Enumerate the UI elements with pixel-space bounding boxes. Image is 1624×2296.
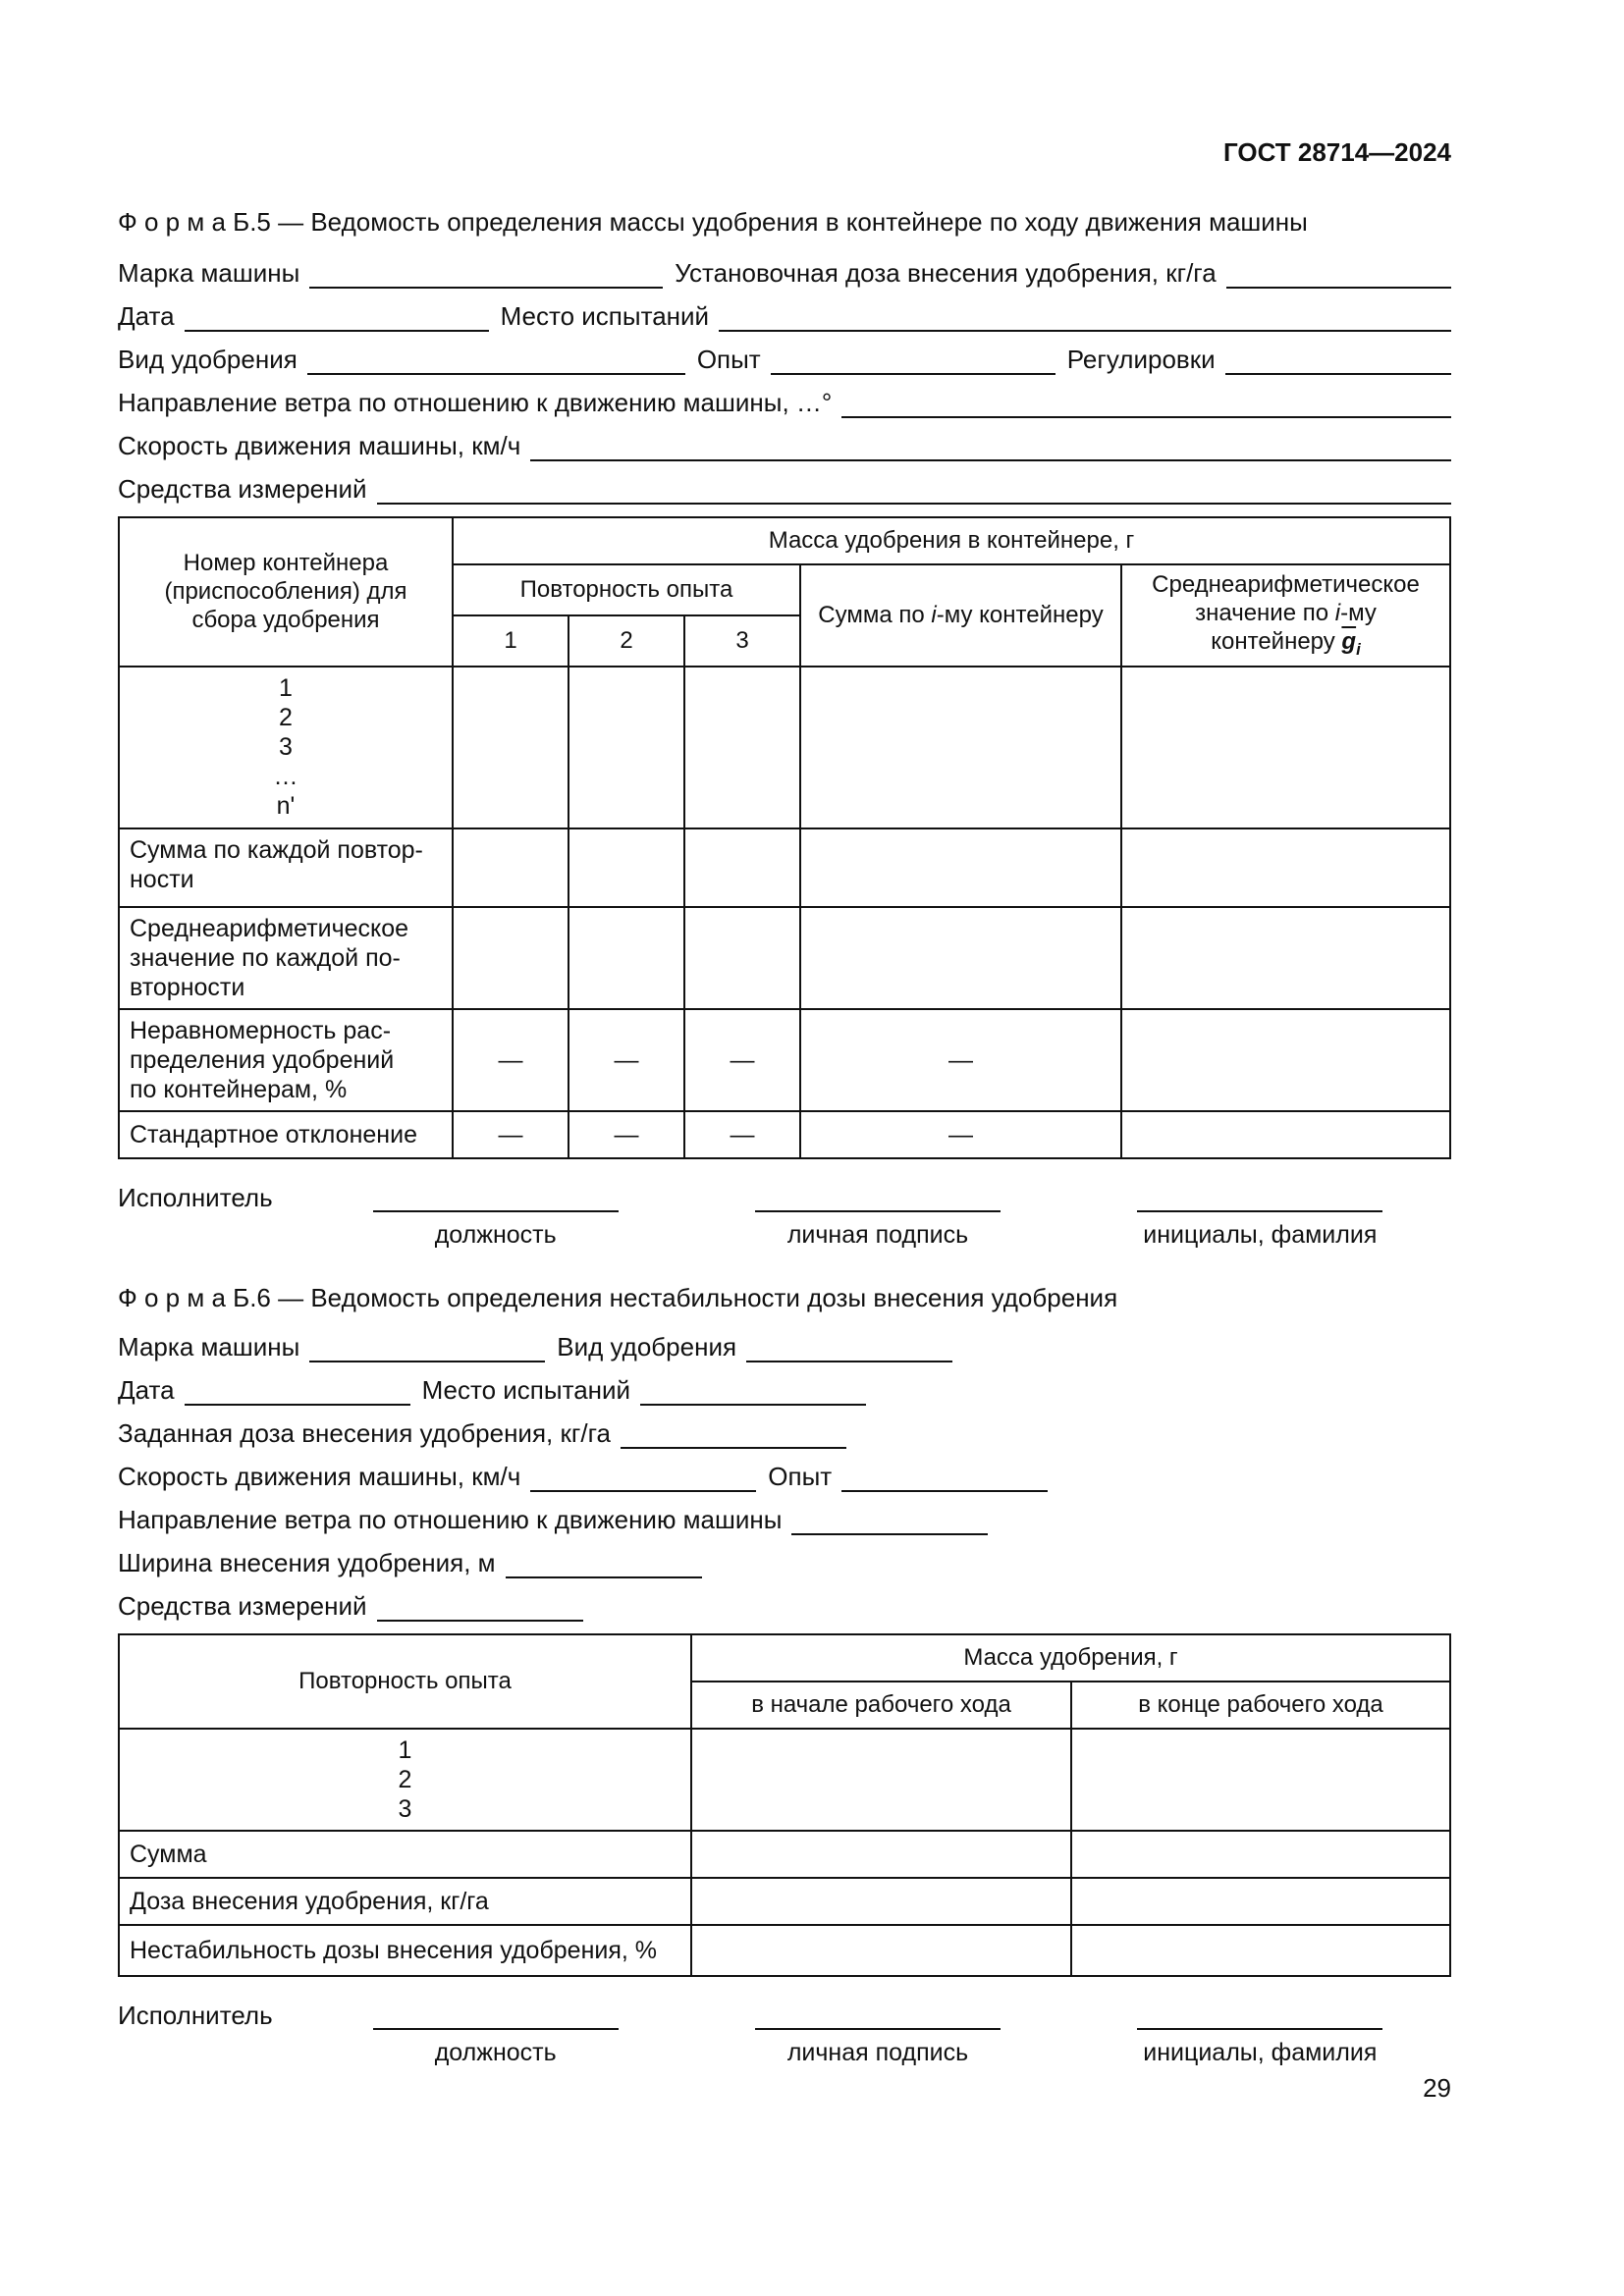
form-b6 <box>118 1283 1451 2067</box>
form-line <box>118 1417 1451 1449</box>
data-cell <box>800 828 1121 907</box>
field-label-target-dose: Заданная доза внесения удобрения, кг/га <box>118 1417 611 1448</box>
field-label-adjustments: Регулировки <box>1066 345 1216 375</box>
header-mean-per-container <box>1121 564 1450 667</box>
form-line <box>118 1374 1451 1406</box>
signature-caption: должность <box>434 2039 557 2067</box>
row-label: Среднеарифметическое значение по каждой по- вторности <box>130 914 409 1001</box>
form-line <box>118 430 1451 461</box>
executor-label: Исполнитель <box>118 2001 273 2031</box>
data-cell <box>1121 1009 1450 1111</box>
field-label-set-dose: Установочная доза внесения удобрения, кг/га <box>675 258 1217 289</box>
fill-in-line <box>506 1547 702 1578</box>
data-cell <box>691 1878 1071 1925</box>
form-line <box>118 344 1451 375</box>
field-label-fertilizer-type: Вид удобрения <box>557 1331 737 1362</box>
header-rep-1: 1 <box>453 615 568 667</box>
fill-in-line <box>1226 257 1451 289</box>
table-row <box>119 1111 1450 1158</box>
fill-in-line <box>530 430 1451 461</box>
data-cell: — <box>453 1009 568 1111</box>
signature-column <box>304 1183 686 1250</box>
signature-line <box>1137 2001 1382 2030</box>
data-cell <box>1071 1831 1450 1878</box>
field-label-date: Дата <box>118 301 175 332</box>
signature-caption: инициалы, фамилия <box>1143 1220 1378 1249</box>
fill-in-line <box>185 300 489 332</box>
header-mean-text: -му контейнеру <box>1211 600 1377 655</box>
signature-line <box>755 2001 1001 2030</box>
g-subscript: i <box>1356 639 1361 659</box>
field-label-wind-direction: Направление ветра по отношению к движению машины <box>118 1504 783 1534</box>
fill-in-line <box>841 1461 1048 1492</box>
header-sum-text: Сумма по <box>818 601 932 628</box>
data-cell <box>1121 907 1450 1009</box>
row-label: Сумма по каждой повтор- ности <box>130 835 423 893</box>
header-end-of-run: в конце рабочего хода <box>1071 1682 1450 1729</box>
data-cell: — <box>568 1009 684 1111</box>
data-cell <box>684 667 800 828</box>
fill-in-line <box>377 473 1451 505</box>
form-b5 <box>118 207 1451 1250</box>
fill-in-line <box>719 300 1451 332</box>
data-cell <box>1071 1925 1450 1976</box>
field-label-date: Дата <box>118 1374 175 1405</box>
signature-column <box>1069 1183 1451 1250</box>
fill-in-line <box>621 1417 846 1449</box>
table-row <box>119 1831 1450 1878</box>
header-mean-text: Среднеарифметическое значение по <box>1152 571 1420 627</box>
data-cell: — <box>800 1009 1121 1111</box>
header-mass: Масса удобрения в контейнере, г <box>453 517 1450 564</box>
table-row <box>119 907 1450 1009</box>
form-line <box>118 1331 1451 1362</box>
signature-line <box>755 1183 1001 1212</box>
field-label-speed: Скорость движения машины, км/ч <box>118 1461 521 1491</box>
container-numbers: 1 2 3 … n' <box>273 674 298 821</box>
field-label-instruments: Средства измерений <box>118 1590 367 1621</box>
signature-column <box>304 2001 686 2067</box>
data-cell <box>691 1831 1071 1878</box>
form-b6-table <box>118 1633 1451 1977</box>
data-cell <box>453 828 568 907</box>
data-cell <box>684 828 800 907</box>
signature-line <box>373 1183 619 1212</box>
fill-in-line <box>841 387 1451 418</box>
executor-label: Исполнитель <box>118 1182 273 1212</box>
field-label-width: Ширина внесения удобрения, м <box>118 1547 496 1577</box>
header-repetition: Повторность опыта <box>119 1634 691 1729</box>
row-label-cell <box>119 907 453 1009</box>
table-row <box>119 828 1450 907</box>
fill-in-line <box>1225 344 1451 375</box>
row-label: Стандартное отклонение <box>130 1120 417 1148</box>
field-label-experiment: Опыт <box>768 1461 833 1491</box>
row-label-cell: Сумма <box>119 1831 691 1878</box>
form-line <box>118 1590 1451 1622</box>
data-cell <box>1121 667 1450 828</box>
data-cell <box>568 828 684 907</box>
signature-column <box>686 2001 1068 2067</box>
field-label-wind-direction: Направление ветра по отношению к движению машины, …° <box>118 388 833 418</box>
data-cell <box>1121 1111 1450 1158</box>
data-cell <box>568 907 684 1009</box>
field-label-test-place: Место испытаний <box>421 1374 631 1405</box>
data-cell <box>691 1729 1071 1831</box>
header-rep-2: 2 <box>568 615 684 667</box>
fill-in-line <box>771 344 1056 375</box>
data-cell <box>568 667 684 828</box>
header-rep-3: 3 <box>684 615 800 667</box>
italic-i: i <box>931 601 937 628</box>
data-cell <box>684 907 800 1009</box>
g-bar-symbol: $\overline{g}$ <box>1341 627 1357 655</box>
table-row <box>119 1729 1450 1831</box>
signature-caption: личная подпись <box>786 1220 969 1249</box>
form-line <box>118 387 1451 418</box>
signature-line <box>1137 1183 1382 1212</box>
field-label-fertilizer-type: Вид удобрения <box>118 345 298 375</box>
fill-in-line <box>309 1331 545 1362</box>
fill-in-line <box>791 1504 988 1535</box>
field-label-machine-brand: Марка машины <box>118 1331 300 1362</box>
data-cell: — <box>453 1111 568 1158</box>
row-label-cell: Доза внесения удобрения, кг/га <box>119 1878 691 1925</box>
executor-block <box>118 2001 1451 2067</box>
data-cell <box>1121 828 1450 907</box>
signature-line <box>373 2001 619 2030</box>
data-cell <box>1071 1878 1450 1925</box>
signature-column <box>686 1183 1068 1250</box>
header-start-of-run: в начале рабочего хода <box>691 1682 1071 1729</box>
data-cell <box>1071 1729 1450 1831</box>
header-container-number: Номер контейнера (приспособления) для сбора удобрения <box>119 517 453 667</box>
fill-in-line <box>185 1374 410 1406</box>
field-label-experiment: Опыт <box>696 345 761 375</box>
repetition-numbers-cell <box>119 1729 691 1831</box>
data-cell: — <box>684 1009 800 1111</box>
form-line <box>118 473 1451 505</box>
field-label-test-place: Место испытаний <box>500 301 710 332</box>
row-label: Неравномерность рас- пределения удобрений по контейнерам, % <box>130 1016 395 1103</box>
data-cell <box>453 667 568 828</box>
fill-in-line <box>307 344 685 375</box>
signature-caption: должность <box>434 1220 557 1249</box>
table-row <box>119 1878 1450 1925</box>
container-numbers-cell <box>119 667 453 828</box>
form-line <box>118 300 1451 332</box>
form-b6-title: Ф о р м а Б.6 — Ведомость определения нестабильности дозы внесения удобрения <box>118 1282 1118 1312</box>
fill-in-line <box>309 257 663 289</box>
field-label-instruments: Средства измерений <box>118 474 367 505</box>
data-cell: — <box>684 1111 800 1158</box>
form-b5-table <box>118 516 1451 1159</box>
header-mass: Масса удобрения, г <box>691 1634 1450 1682</box>
row-label-cell <box>119 1111 453 1158</box>
signature-column <box>1069 2001 1451 2067</box>
page-number: 29 <box>1423 2073 1451 2103</box>
field-label-machine-brand: Марка машины <box>118 258 300 289</box>
form-line <box>118 257 1451 289</box>
doc-header-title: ГОСТ 28714—2024 <box>1223 137 1451 167</box>
row-label-cell <box>119 828 453 907</box>
form-line <box>118 1504 1451 1535</box>
form-line <box>118 1547 1451 1578</box>
table-row <box>119 1925 1450 1976</box>
header-sum-per-container <box>800 564 1121 667</box>
signature-caption: инициалы, фамилия <box>1143 2039 1378 2067</box>
header-sum-text: -му контейнеру <box>936 601 1104 628</box>
row-label-cell: Нестабильность дозы внесения удобрения, % <box>119 1925 691 1976</box>
fill-in-line <box>640 1374 866 1406</box>
fill-in-line <box>746 1331 952 1362</box>
data-cell: — <box>568 1111 684 1158</box>
table-row <box>119 1009 1450 1111</box>
field-label-speed: Скорость движения машины, км/ч <box>118 431 521 461</box>
data-cell <box>800 907 1121 1009</box>
table-row <box>119 667 1450 828</box>
data-cell: — <box>800 1111 1121 1158</box>
data-cell <box>453 907 568 1009</box>
repetition-numbers: 1 2 3 <box>398 1736 412 1824</box>
executor-block <box>118 1183 1451 1250</box>
fill-in-line <box>377 1590 583 1622</box>
row-label-cell <box>119 1009 453 1111</box>
header-repetition: Повторность опыта <box>453 564 800 615</box>
form-b5-title: Ф о р м а Б.5 — Ведомость определения массы удобрения в контейнере по ходу движения машины <box>118 207 1308 238</box>
data-cell <box>800 667 1121 828</box>
fill-in-line <box>530 1461 756 1492</box>
form-line <box>118 1461 1451 1492</box>
data-cell <box>691 1925 1071 1976</box>
italic-i: i <box>1334 600 1341 627</box>
signature-caption: личная подпись <box>786 2039 969 2067</box>
